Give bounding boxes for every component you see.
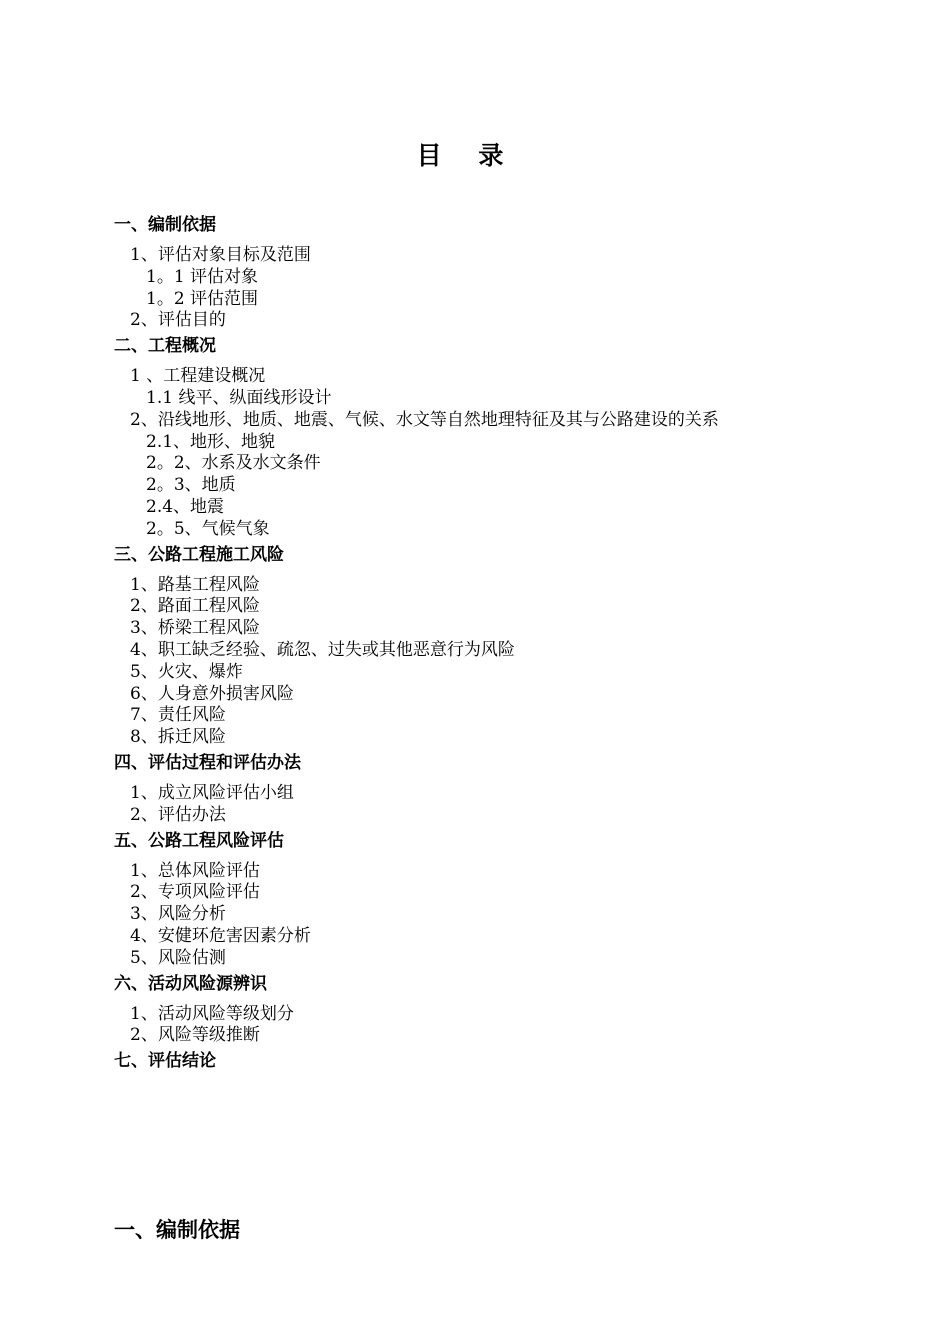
toc-item[interactable]: 4、安健环危害因素分析 [130,925,311,946]
toc-section [114,752,854,830]
toc-item[interactable]: 1、路基工程风险 [130,574,260,595]
toc-subitem[interactable]: 2。2、水系及水文条件 [146,453,321,474]
toc-title: 目 录 [416,141,518,170]
toc-item-list [114,357,854,543]
toc-subitem[interactable]: 1。1 评估对象 [146,266,259,287]
toc-subitem[interactable]: 1.1 线平、纵面线形设计 [146,387,332,408]
toc-section [114,973,854,1051]
toc-section-heading[interactable]: 六、活动风险源辨识 [114,973,267,994]
toc-item[interactable]: 8、拆迁风险 [130,727,226,748]
toc-section [114,830,854,973]
section-heading: 一、编制依据 [114,1218,240,1242]
toc-item[interactable]: 5、火灾、爆炸 [130,661,243,682]
toc-section [114,335,854,543]
toc-item[interactable]: 2、评估目的 [130,310,226,331]
toc-item[interactable]: 4、职工缺乏经验、疏忽、过失或其他恶意行为风险 [130,639,515,660]
toc-section-heading[interactable]: 五、公路工程风险评估 [114,830,284,851]
toc-section-heading[interactable]: 七、评估结论 [114,1051,216,1072]
toc-item[interactable]: 2、风险等级推断 [130,1025,260,1046]
toc-subitem[interactable]: 2。5、气候气象 [146,518,270,539]
toc-subitem[interactable]: 2.4、地震 [146,496,225,517]
toc-section-heading[interactable]: 二、工程概况 [114,336,216,357]
toc-item-list [114,566,854,752]
toc-item-list [114,774,854,830]
toc-section [114,544,854,752]
table-of-contents [114,214,854,1082]
toc-item-list [114,995,854,1051]
toc-subitem[interactable]: 2。3、地质 [146,475,236,496]
toc-item[interactable]: 1、总体风险评估 [130,860,260,881]
toc-section-heading[interactable]: 四、评估过程和评估办法 [114,752,301,773]
toc-item[interactable]: 1、评估对象目标及范围 [130,245,311,265]
toc-item[interactable]: 3、桥梁工程风险 [130,618,260,639]
toc-item[interactable]: 1、成立风险评估小组 [130,782,294,803]
toc-subitem[interactable]: 2.1、地形、地貌 [146,431,276,452]
toc-item[interactable]: 5、风险估测 [130,947,226,968]
toc-item[interactable]: 1 、工程建设概况 [130,366,266,387]
toc-item[interactable]: 6、人身意外损害风险 [130,683,294,704]
toc-item[interactable]: 3、风险分析 [130,904,226,925]
toc-section [114,1050,854,1082]
toc-item[interactable]: 2、沿线地形、地质、地震、气候、水文等自然地理特征及其与公路建设的关系 [130,409,719,430]
toc-item[interactable]: 2、路面工程风险 [130,596,260,617]
toc-item[interactable]: 2、专项风险评估 [130,882,260,903]
toc-item-list [114,236,854,335]
toc-subitem[interactable]: 1。2 评估范围 [146,288,259,309]
toc-item[interactable]: 7、责任风险 [130,705,226,726]
toc-spacer [114,1072,854,1082]
toc-item-list [114,852,854,973]
toc-section-heading[interactable]: 一、编制依据 [114,215,216,235]
toc-item[interactable]: 2、评估办法 [130,804,226,825]
toc-item[interactable]: 1、活动风险等级划分 [130,1003,294,1024]
toc-section-heading[interactable]: 三、公路工程施工风险 [114,544,284,565]
toc-section [114,214,854,335]
